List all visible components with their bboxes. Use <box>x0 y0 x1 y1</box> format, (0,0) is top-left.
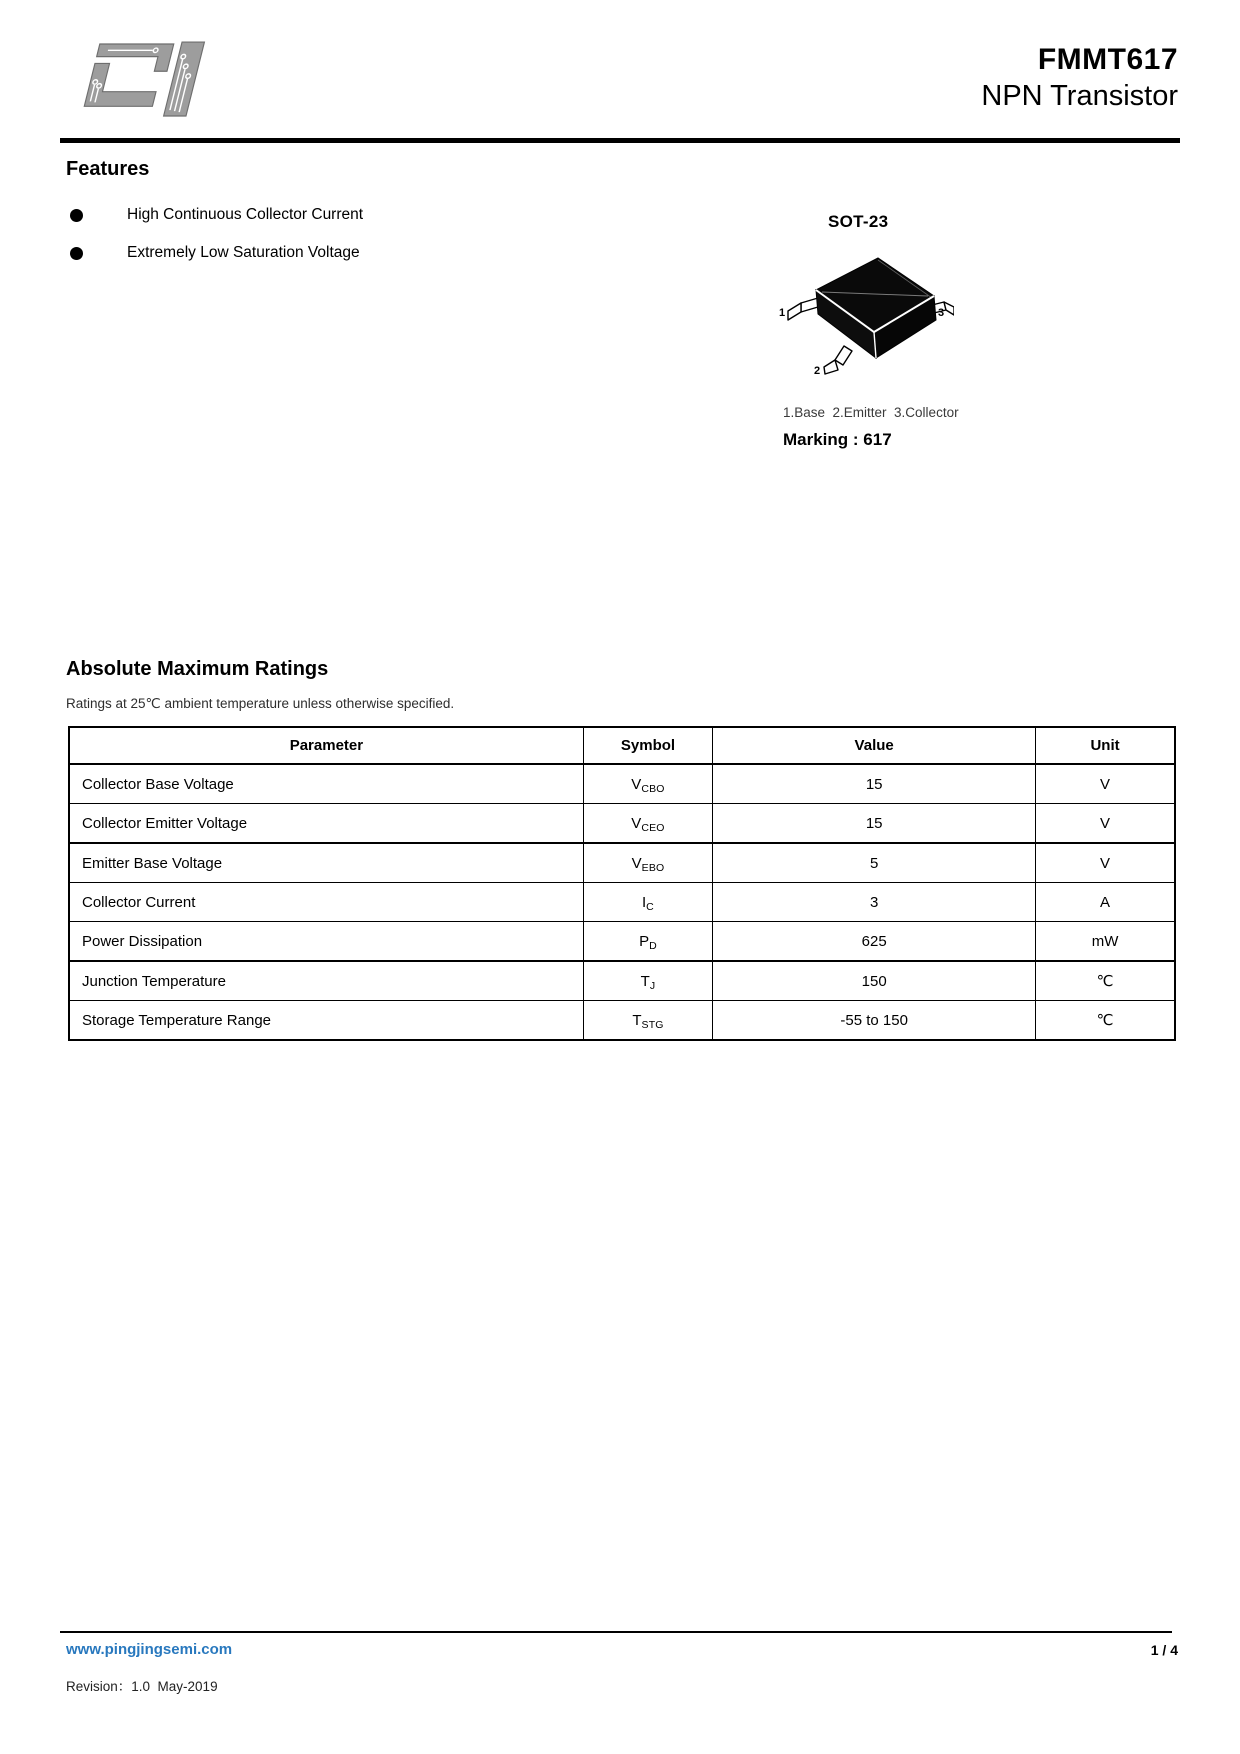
col-header-value: Value <box>713 727 1036 764</box>
features-heading: Features <box>66 158 150 180</box>
symbol-base: V <box>631 854 642 872</box>
value-cell: -55 to 150 <box>713 1001 1036 1041</box>
symbol-cell <box>583 883 712 922</box>
bullet-icon <box>70 247 83 260</box>
feature-text: Extremely Low Saturation Voltage <box>127 244 360 261</box>
table-row <box>69 883 1175 922</box>
symbol-cell <box>583 804 712 844</box>
revision-text: Revision：1.0 May-2019 <box>66 1679 218 1694</box>
ratings-table <box>68 726 1176 1041</box>
sot23-package-image <box>778 246 954 396</box>
symbol-subscript: J <box>649 979 656 992</box>
symbol-subscript: C <box>646 900 654 913</box>
parameter-cell: Collector Current <box>69 883 583 922</box>
pin-description: 1.Base 2.Emitter 3.Collector <box>783 405 959 420</box>
feature-text: High Continuous Collector Current <box>127 206 364 223</box>
footer-divider <box>60 1631 1172 1633</box>
value-cell: 5 <box>713 843 1036 883</box>
unit-cell: ℃ <box>1036 961 1175 1001</box>
symbol-subscript: EBO <box>641 861 665 874</box>
ratings-table-wrap <box>68 726 1176 1041</box>
table-row <box>69 922 1175 962</box>
unit-cell: mW <box>1036 922 1175 962</box>
table-row <box>69 1001 1175 1041</box>
parameter-cell: Emitter Base Voltage <box>69 843 583 883</box>
value-cell: 150 <box>713 961 1036 1001</box>
symbol-base: V <box>631 775 642 793</box>
symbol-base: V <box>631 814 642 832</box>
value-cell: 15 <box>713 764 1036 804</box>
symbol-cell <box>583 922 712 962</box>
symbol-base: P <box>639 932 650 950</box>
part-number: FMMT617 <box>1037 43 1178 76</box>
unit-cell: V <box>1036 843 1175 883</box>
symbol-cell <box>583 1001 712 1041</box>
ratings-note: Ratings at 25℃ ambient temperature unless otherwise specified. <box>66 696 455 711</box>
symbol-subscript: CEO <box>641 821 665 834</box>
header-divider <box>60 138 1180 143</box>
symbol-subscript: STG <box>641 1018 664 1031</box>
table-header-row <box>69 727 1175 764</box>
unit-cell: V <box>1036 764 1175 804</box>
col-header-symbol: Symbol <box>583 727 712 764</box>
parameter-cell: Junction Temperature <box>69 961 583 1001</box>
company-logo <box>74 38 220 122</box>
ratings-heading: Absolute Maximum Ratings <box>66 658 329 680</box>
unit-cell: ℃ <box>1036 1001 1175 1041</box>
symbol-cell <box>583 961 712 1001</box>
pin3-label: 3 <box>938 307 945 319</box>
symbol-base: I <box>642 893 647 911</box>
website-link[interactable]: www.pingjingsemi.com <box>66 1641 233 1658</box>
table-row <box>69 764 1175 804</box>
value-cell: 625 <box>713 922 1036 962</box>
symbol-base: T <box>640 972 650 990</box>
parameter-cell: Collector Emitter Voltage <box>69 804 583 844</box>
unit-cell: V <box>1036 804 1175 844</box>
part-subtitle: NPN Transistor <box>981 80 1178 112</box>
parameter-cell: Collector Base Voltage <box>69 764 583 804</box>
symbol-subscript: CBO <box>641 782 665 795</box>
symbol-subscript: D <box>649 939 657 952</box>
pin1-label: 1 <box>779 307 786 319</box>
package-name: SOT-23 <box>828 212 889 231</box>
bullet-icon <box>70 209 83 222</box>
table-row <box>69 961 1175 1001</box>
feature-item <box>70 244 360 262</box>
unit-cell: A <box>1036 883 1175 922</box>
col-header-parameter: Parameter <box>69 727 583 764</box>
table-row <box>69 843 1175 883</box>
ratings-table-body <box>69 764 1175 1040</box>
col-header-unit: Unit <box>1036 727 1175 764</box>
marking-label: Marking : 617 <box>783 430 892 449</box>
table-row <box>69 804 1175 844</box>
feature-item <box>70 206 363 224</box>
value-cell: 3 <box>713 883 1036 922</box>
title-block <box>981 42 1178 114</box>
parameter-cell: Power Dissipation <box>69 922 583 962</box>
page-number: 1 / 4 <box>1150 1642 1178 1658</box>
value-cell: 15 <box>713 804 1036 844</box>
symbol-base: T <box>632 1011 642 1029</box>
pin2-label: 2 <box>814 365 821 377</box>
symbol-cell <box>583 764 712 804</box>
symbol-cell <box>583 843 712 883</box>
parameter-cell: Storage Temperature Range <box>69 1001 583 1041</box>
